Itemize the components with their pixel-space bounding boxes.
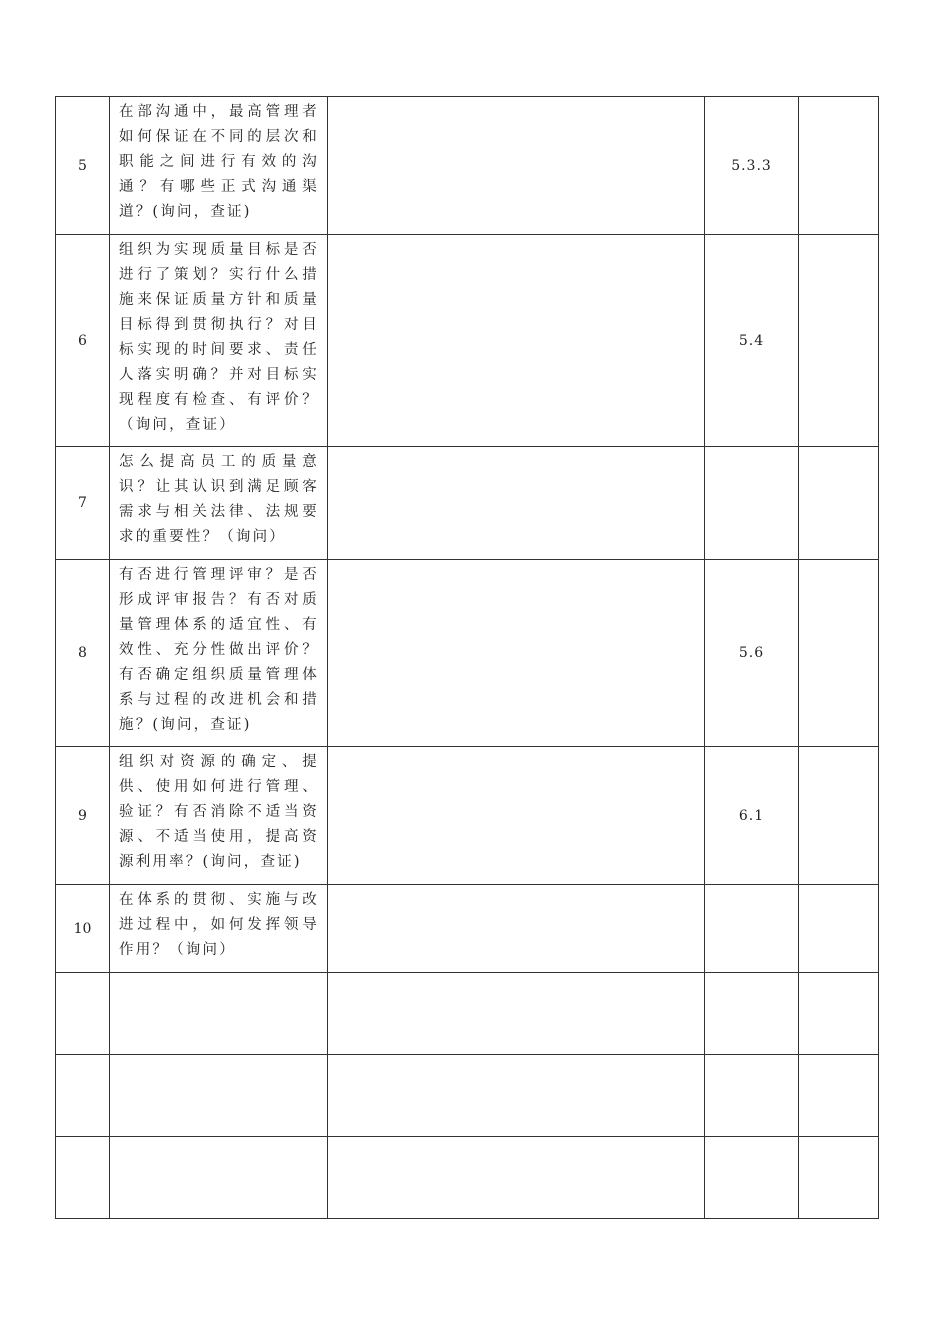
row-number: 7 bbox=[56, 447, 110, 560]
audit-checklist-table bbox=[55, 96, 879, 1219]
audit-question: 组织对资源的确定、提供、使用如何进行管理、验证？有否消除不适当资源、不适当使用，提高资源利用率？(询问，查证) bbox=[110, 747, 328, 885]
row-number[interactable] bbox=[56, 1055, 110, 1137]
row-number: 10 bbox=[56, 885, 110, 973]
table-row bbox=[56, 973, 879, 1055]
remark-cell[interactable] bbox=[799, 885, 879, 973]
audit-record-cell[interactable] bbox=[328, 1137, 705, 1219]
standard-clause bbox=[705, 885, 799, 973]
standard-clause[interactable] bbox=[705, 973, 799, 1055]
remark-cell[interactable] bbox=[799, 97, 879, 235]
remark-cell[interactable] bbox=[799, 1137, 879, 1219]
checklist-sheet bbox=[55, 96, 878, 1219]
audit-record-cell[interactable] bbox=[328, 885, 705, 973]
audit-record-cell[interactable] bbox=[328, 1055, 705, 1137]
row-number[interactable] bbox=[56, 1137, 110, 1219]
audit-record-cell[interactable] bbox=[328, 235, 705, 447]
remark-cell[interactable] bbox=[799, 1055, 879, 1137]
standard-clause: 5.6 bbox=[705, 560, 799, 747]
audit-record-cell[interactable] bbox=[328, 973, 705, 1055]
audit-question[interactable] bbox=[110, 973, 328, 1055]
remark-cell[interactable] bbox=[799, 747, 879, 885]
audit-record-cell[interactable] bbox=[328, 560, 705, 747]
audit-question: 组织为实现质量目标是否进行了策划？实行什么措施来保证质量方针和质量目标得到贯彻执行？对目标实现的时间要求、责任人落实明确？并对目标实现程度有检查、有评价？（询问，查证） bbox=[110, 235, 328, 447]
standard-clause: 5.4 bbox=[705, 235, 799, 447]
audit-record-cell[interactable] bbox=[328, 747, 705, 885]
standard-clause[interactable] bbox=[705, 1055, 799, 1137]
standard-clause[interactable] bbox=[705, 1137, 799, 1219]
remark-cell[interactable] bbox=[799, 973, 879, 1055]
table-row bbox=[56, 1137, 879, 1219]
remark-cell[interactable] bbox=[799, 560, 879, 747]
row-number: 9 bbox=[56, 747, 110, 885]
audit-question: 在部沟通中，最高管理者如何保证在不同的层次和职能之间进行有效的沟通？有哪些正式沟通渠道？(询问，查证) bbox=[110, 97, 328, 235]
row-number: 8 bbox=[56, 560, 110, 747]
table-row bbox=[56, 885, 879, 973]
standard-clause: 5.3.3 bbox=[705, 97, 799, 235]
audit-question: 在体系的贯彻、实施与改进过程中，如何发挥领导作用？（询问） bbox=[110, 885, 328, 973]
remark-cell[interactable] bbox=[799, 235, 879, 447]
audit-question[interactable] bbox=[110, 1055, 328, 1137]
table-row bbox=[56, 97, 879, 235]
standard-clause bbox=[705, 447, 799, 560]
row-number[interactable] bbox=[56, 973, 110, 1055]
audit-question: 有否进行管理评审？是否形成评审报告？有否对质量管理体系的适宜性、有效性、充分性做出评价？有否确定组织质量管理体系与过程的改进机会和措施？(询问，查证) bbox=[110, 560, 328, 747]
table-row bbox=[56, 747, 879, 885]
audit-question[interactable] bbox=[110, 1137, 328, 1219]
row-number: 5 bbox=[56, 97, 110, 235]
audit-record-cell[interactable] bbox=[328, 97, 705, 235]
audit-record-cell[interactable] bbox=[328, 447, 705, 560]
row-number: 6 bbox=[56, 235, 110, 447]
standard-clause: 6.1 bbox=[705, 747, 799, 885]
table-row bbox=[56, 1055, 879, 1137]
table-row bbox=[56, 235, 879, 447]
table-row bbox=[56, 560, 879, 747]
audit-question: 怎么提高员工的质量意识？让其认识到满足顾客需求与相关法律、法规要求的重要性？（询问） bbox=[110, 447, 328, 560]
table-row bbox=[56, 447, 879, 560]
remark-cell[interactable] bbox=[799, 447, 879, 560]
